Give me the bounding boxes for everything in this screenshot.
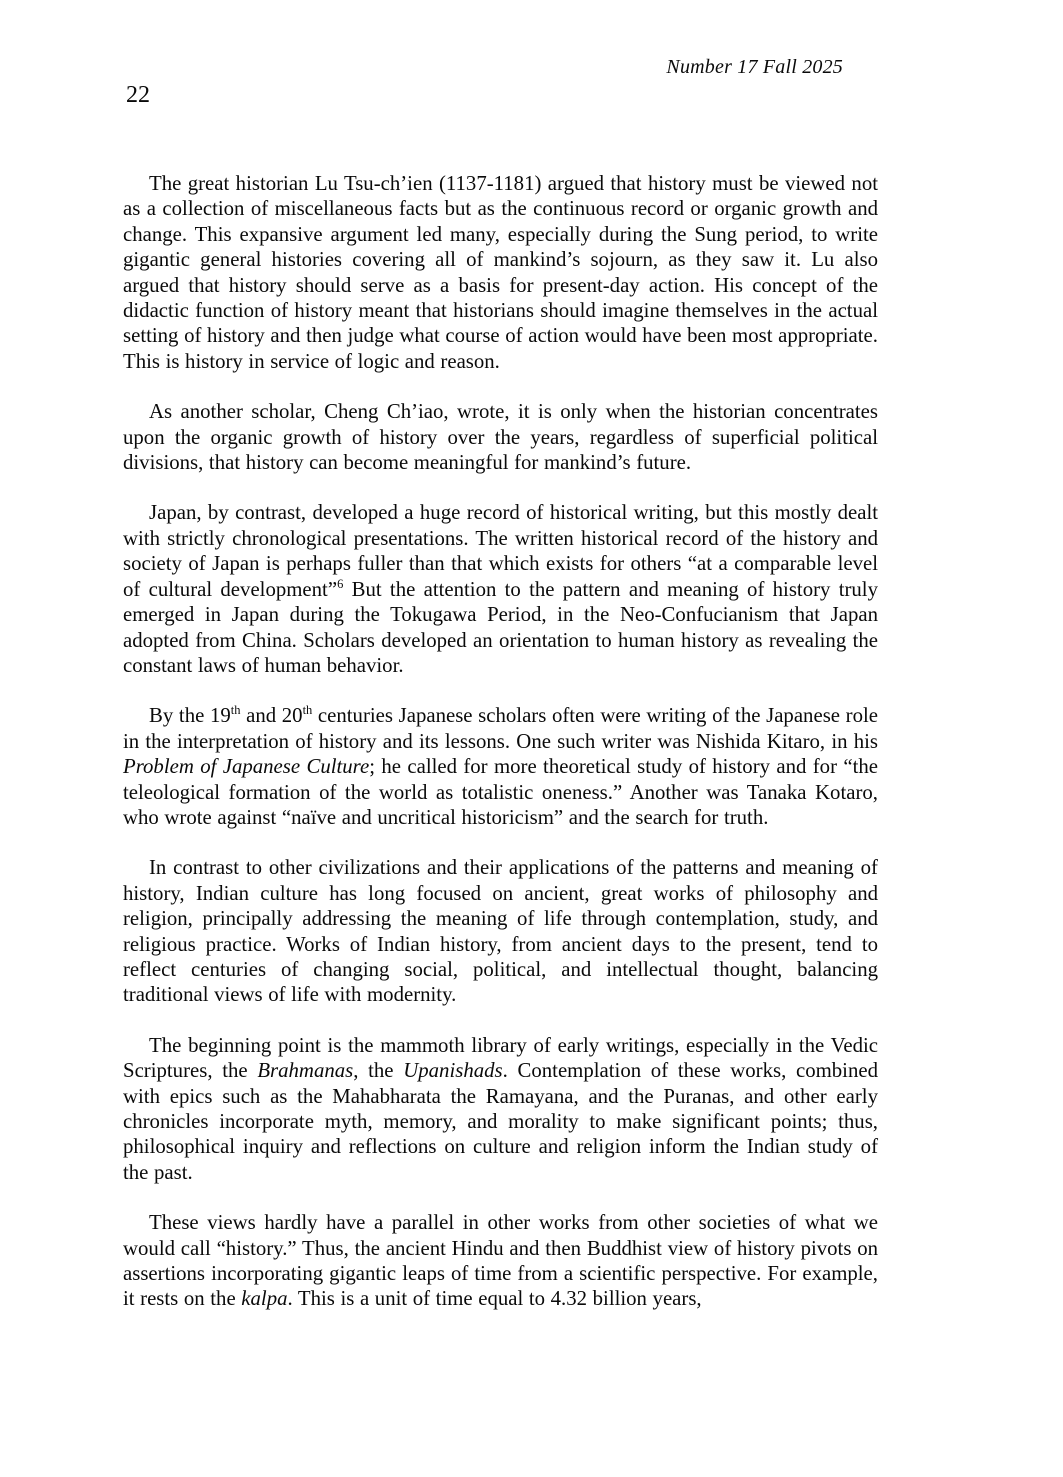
text-run: Japan, by contrast, developed a huge record of historical writing, but this mostly dealt with strictly chronological presentations. The written historical record of the history and society of Japan is perhaps fuller than that which exists for others “at a comparable level of cultural development” <box>123 501 878 601</box>
text-run: . Contemplation of these works, combined with epics such as the Mahabharata the Ramayana, and the Puranas, and other early chronicles incorporate myth, memory, and morality to make significant points; thus, philosophical inquiry and reflections on culture and religion inform the Indian study of the past. <box>123 1059 878 1184</box>
text-run: , the <box>353 1059 404 1083</box>
italic-run: Upanishads <box>403 1059 503 1083</box>
paragraph-container <box>123 171 878 1337</box>
text-run: centuries Japanese scholars often were writing of the Japanese role in the interpretation of history and its lessons. One such writer was Nishida Kitaro, in his <box>123 704 878 753</box>
paragraph <box>123 399 878 475</box>
text-run: These views hardly have a parallel in other works from other societies of what we would call “history.” Thus, the ancient Hindu and then Buddhist view of history pivots on assertions incorporating gigantic leaps of time from a scientific perspective. For example, it rests on the <box>123 1211 878 1311</box>
page-header <box>0 56 843 79</box>
superscript-ref: 6 <box>337 576 344 591</box>
paragraph <box>123 500 878 678</box>
italic-run: kalpa <box>241 1287 288 1311</box>
paragraph <box>123 855 878 1007</box>
italic-run: Brahmanas <box>257 1059 354 1083</box>
text-run: By the 19 <box>149 704 231 728</box>
italic-run: Problem of Japanese Culture <box>123 755 370 779</box>
paragraph <box>123 171 878 374</box>
issue-line: Number 17 Fall 2025 <box>666 56 843 78</box>
text-run: The beginning point is the mammoth library of early writings, especially in the Vedic Scriptures, the <box>123 1033 878 1083</box>
superscript-ref: th <box>230 703 241 718</box>
paragraph <box>123 1210 878 1312</box>
paragraph <box>123 703 878 830</box>
paragraph <box>123 1033 878 1185</box>
text-run: As another scholar, Cheng Ch’iao, wrote, it is only when the historian concentrates upon the organic growth of history over the years, regardless of superficial political divisions, that history can become meaningful for mankind’s future. <box>123 400 878 475</box>
text-run: ; he called for more theoretical study of history and for “the teleological formation of the world as totalistic oneness.” Another was Tanaka Kotaro, who wrote against “naïve and uncritical historicism” and the search for truth. <box>123 755 878 829</box>
superscript-ref: th <box>302 703 313 718</box>
text-run: The great historian Lu Tsu-ch’ien (1137-1181) argued that history must be viewed not as a collection of miscellaneous facts but as the continuous record or organic growth and change. This expansive argument led many, especially during the Sung period, to write gigantic general histories covering all of mankind’s sojourn, as they saw it. Lu also argued that history should serve as a basis for present-day action. His concept of the didactic function of history meant that historians should imagine themselves in the actual setting of history and then judge what course of action would have been most appropriate. This is history in service of logic and reason. <box>123 172 878 373</box>
text-run: and 20 <box>240 704 303 728</box>
text-run: . This is a unit of time equal to 4.32 billion years, <box>287 1287 702 1311</box>
text-run: But the attention to the pattern and meaning of history truly emerged in Japan during the Tokugawa Period, in the Neo-Confucianism that Japan adopted from China. Scholars developed an orientation to human history as revealing the constant laws of human behavior. <box>123 577 878 677</box>
text-run: In contrast to other civilizations and their applications of the patterns and meaning of history, Indian culture has long focused on ancient, great works of philosophy and religion, principally addressing the meaning of life through contemplation, study, and religious practice. Works of Indian history, from ancient days to the present, tend to reflect centuries of changing social, political, and intellectual thought, balancing traditional views of life with modernity. <box>123 856 878 1007</box>
page-number: 22 <box>126 82 150 108</box>
